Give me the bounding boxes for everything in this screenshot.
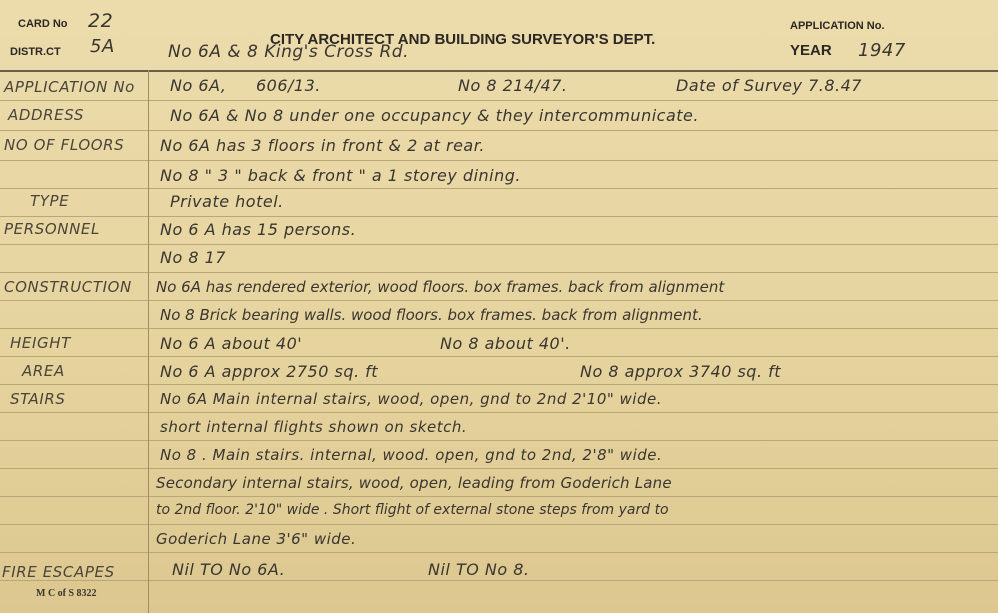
label-construction: CONSTRUCTION: [4, 278, 132, 296]
entry-floors-1: No 6A has 3 floors in front & 2 at rear.: [160, 136, 485, 155]
ruled-line: [0, 440, 998, 441]
entry-construction-1: No 6A has rendered exterior, wood floors. box frames. back from alignment: [156, 278, 725, 296]
ruled-line: [0, 216, 998, 217]
entry-floors-2: No 8 " 3 " back & front " a 1 storey dining.: [160, 166, 521, 185]
entry-personnel-2: No 8 17: [160, 248, 226, 267]
entry-stairs-6: Goderich Lane 3'6" wide.: [156, 530, 357, 548]
ruled-line: [0, 300, 998, 301]
year-label: YEAR: [790, 42, 832, 59]
ruled-line: [0, 244, 998, 245]
label-application-no: APPLICATION No: [4, 78, 135, 96]
header-rule: [0, 70, 998, 72]
ruled-line: [0, 356, 998, 357]
entry-construction-2: No 8 Brick bearing walls. wood floors. box frames. back from alignment.: [160, 306, 703, 324]
card-no-value: 22: [88, 10, 114, 32]
label-personnel: PERSONNEL: [4, 220, 100, 238]
entry-type: Private hotel.: [170, 192, 284, 211]
entry-height-8: No 8 about 40'.: [440, 334, 571, 353]
ruled-line: [0, 580, 998, 581]
ruled-line: [0, 468, 998, 469]
label-type: TYPE: [30, 192, 70, 210]
entry-stairs-1: No 6A Main internal stairs, wood, open, gnd to 2nd 2'10" wide.: [160, 390, 662, 408]
entry-stairs-4: Secondary internal stairs, wood, open, leading from Goderich Lane: [156, 474, 672, 492]
entry-address: No 6A & No 8 under one occupancy & they intercommunicate.: [170, 106, 699, 125]
form-number: M C of S 8322: [36, 588, 97, 599]
ruled-line: [0, 130, 998, 131]
application-label: APPLICATION No.: [790, 20, 885, 32]
label-address: ADDRESS: [8, 106, 84, 124]
entry-application-ref: 606/13.: [256, 76, 321, 95]
ruled-line: [0, 188, 998, 189]
card-no-label: CARD No: [18, 18, 68, 30]
entry-height-6a: No 6 A about 40': [160, 334, 303, 353]
ruled-line: [0, 524, 998, 525]
entry-stairs-3: No 8 . Main stairs. internal, wood. open, gnd to 2nd, 2'8" wide.: [160, 446, 663, 464]
ruled-line: [0, 328, 998, 329]
ruled-line: [0, 160, 998, 161]
label-stairs: STAIRS: [10, 390, 66, 408]
ruled-line: [0, 496, 998, 497]
distr-value: 5A: [90, 36, 115, 57]
label-height: HEIGHT: [10, 334, 71, 352]
label-no-of-floors: NO OF FLOORS: [4, 136, 125, 154]
ruled-line: [0, 272, 998, 273]
ruled-line: [0, 552, 998, 553]
dept-title: CITY ARCHITECT AND BUILDING SURVEYOR'S DEPT.: [270, 31, 656, 48]
entry-personnel-1: No 6 A has 15 persons.: [160, 220, 357, 239]
entry-application-6a: No 6A,: [170, 76, 227, 95]
label-area: AREA: [22, 362, 65, 380]
entry-application-8: No 8 214/47.: [458, 76, 568, 95]
entry-fire-8: Nil TO No 8.: [428, 560, 530, 579]
entry-fire-6a: Nil TO No 6A.: [172, 560, 286, 579]
ruled-line: [0, 100, 998, 101]
address-heading: No 6A & 8 King's Cross Rd.: [168, 42, 410, 62]
label-column-divider: [148, 70, 149, 613]
entry-area-8: No 8 approx 3740 sq. ft: [580, 362, 782, 381]
entry-area-6a: No 6 A approx 2750 sq. ft: [160, 362, 379, 381]
label-fire-escapes: FIRE ESCAPES: [2, 563, 115, 581]
distr-label: DISTR.CT: [10, 46, 61, 58]
entry-stairs-2: short internal flights shown on sketch.: [160, 418, 468, 436]
year-value: 1947: [858, 40, 906, 61]
ruled-line: [0, 412, 998, 413]
entry-stairs-5: to 2nd floor. 2'10" wide . Short flight of external stone steps from yard to: [156, 502, 669, 518]
ruled-line: [0, 384, 998, 385]
entry-date-of-survey: Date of Survey 7.8.47: [676, 76, 862, 95]
